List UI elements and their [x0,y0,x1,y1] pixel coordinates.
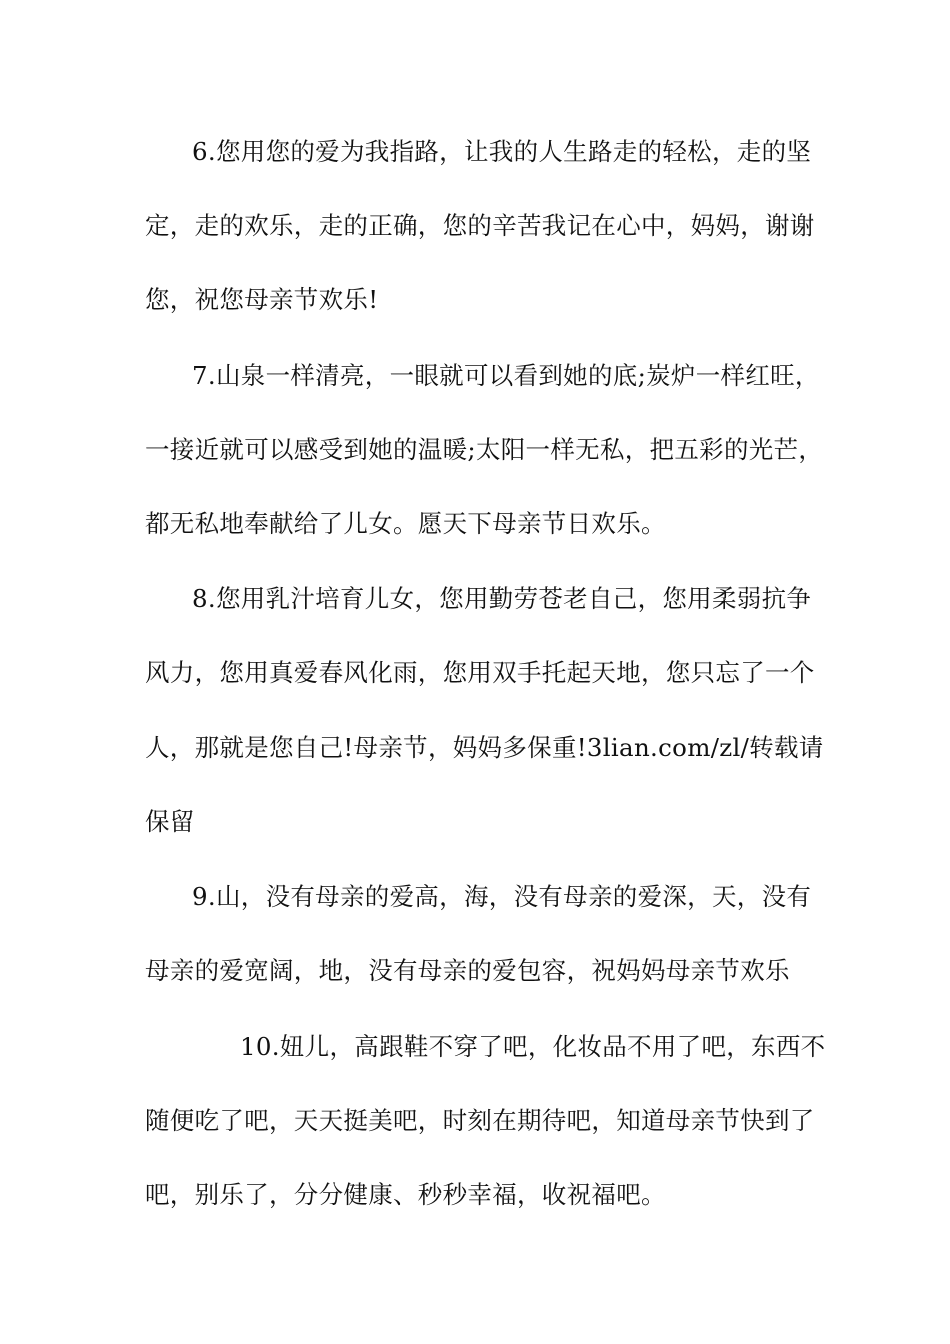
text-line: 9.山，没有母亲的爱高，海，没有母亲的爱深，天，没有 [192,882,812,911]
text-line: 6.您用您的爱为我指路，让我的人生路走的轻松，走的坚 [192,137,812,166]
text-line: 一接近就可以感受到她的温暖;太阳一样无私，把五彩的光芒， [145,435,824,464]
text-line: 定，走的欢乐，走的正确，您的辛苦我记在心中，妈妈，谢谢 [145,211,815,240]
text-line: 母亲的爱宽阔，地，没有母亲的爱包容，祝妈妈母亲节欢乐 [145,956,790,985]
text-line: 10.妞儿，高跟鞋不穿了吧，化妆品不用了吧，东西不 [240,1032,826,1061]
text-line: 风力，您用真爱春风化雨，您用双手托起天地，您只忘了一个 [145,658,815,687]
text-line: 7.山泉一样清亮，一眼就可以看到她的底;炭炉一样红旺， [192,361,820,390]
text-line: 吧，别乐了，分分健康、秒秒幸福，收祝福吧。 [145,1180,666,1209]
text-line: 随便吃了吧，天天挺美吧，时刻在期待吧，知道母亲节快到了 [145,1106,815,1135]
text-line: 您，祝您母亲节欢乐! [145,285,379,314]
text-line: 8.您用乳汁培育儿女，您用勤劳苍老自己，您用柔弱抗争 [192,584,812,613]
text-line: 都无私地奉献给了儿女。愿天下母亲节日欢乐。 [145,509,666,538]
text-line: 保留 [145,807,195,836]
text-line: 人，那就是您自己!母亲节，妈妈多保重!3lian.com/zl/转载请 [145,733,824,762]
